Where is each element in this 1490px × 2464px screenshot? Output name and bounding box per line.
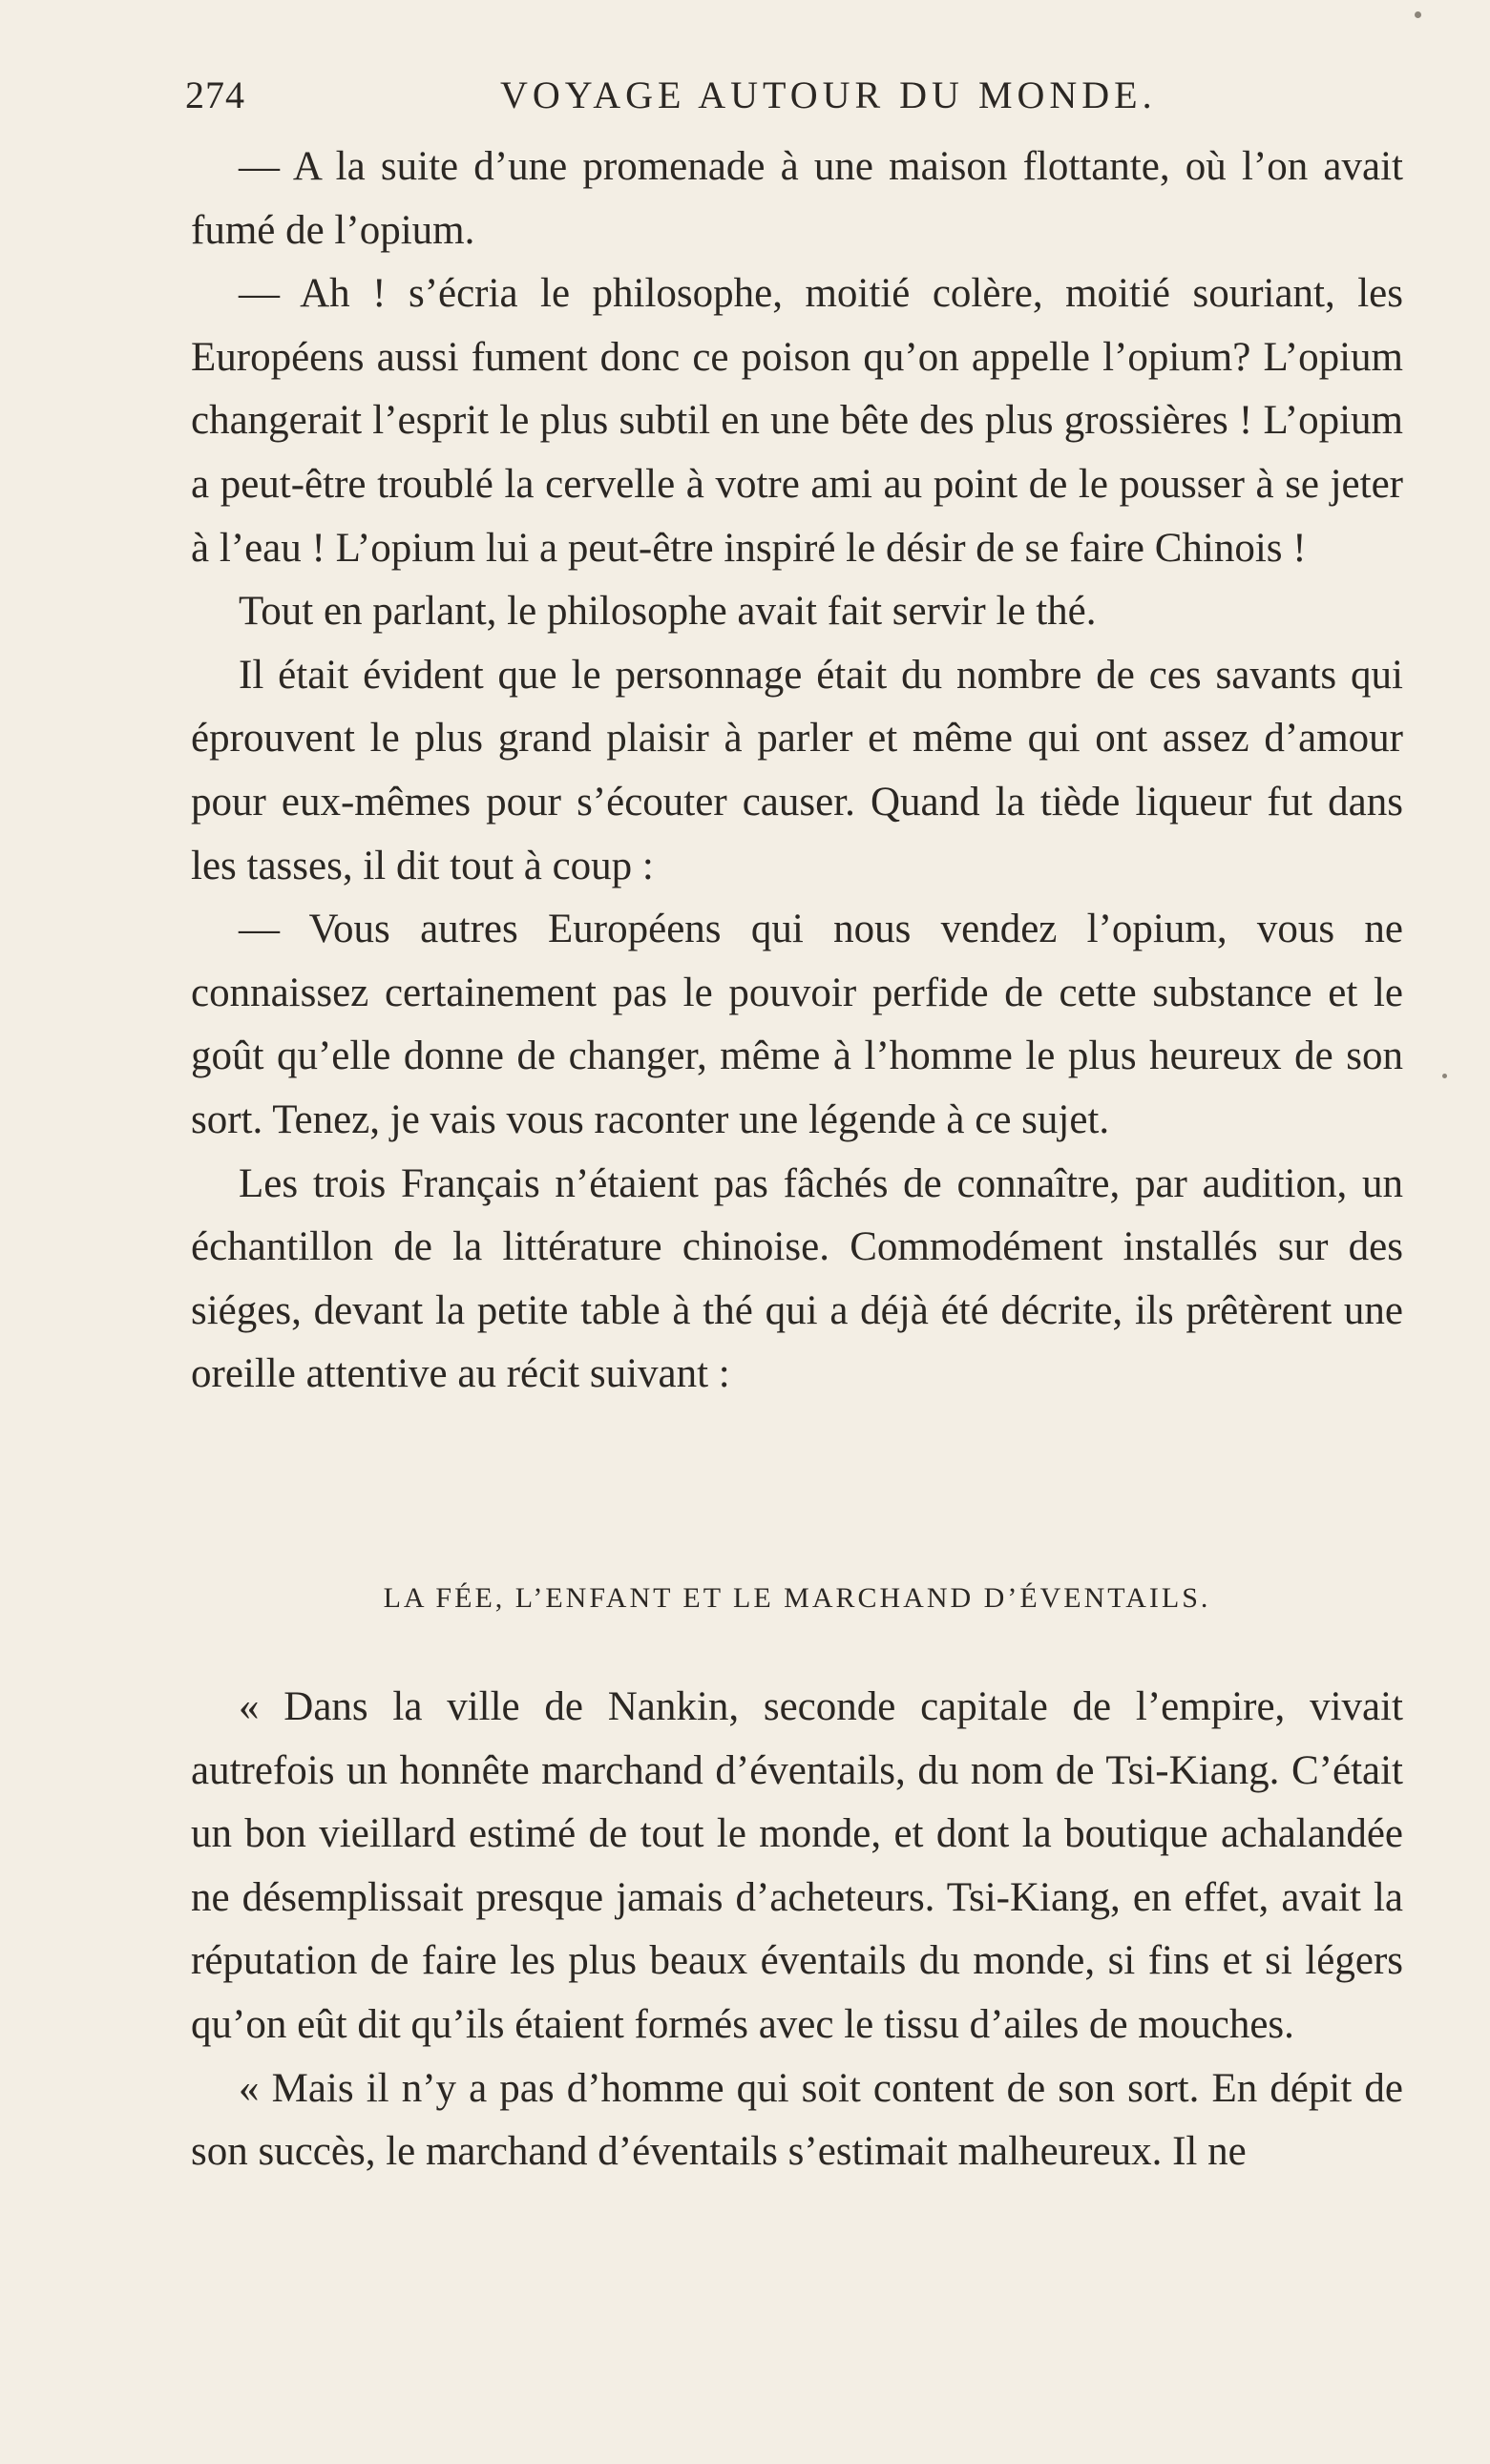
- paragraph: « Mais il n’y a pas d’homme qui soit content de son sort. En dépit de son succès, le marchand d’éventails s’estimait malheureux. Il ne: [191, 2065, 1403, 2175]
- paragraph: « Dans la ville de Nankin, seconde capitale de l’empire, vivait autrefois un honnête marchand d’éventails, du nom de Tsi-Kiang. C’était un bon vieillard estimé de tout le monde, et dont la boutique achalandée ne désemplissait presque jamais d’acheteurs. Tsi-Kiang, en effet, avait la réputation de faire les plus beaux éventails du monde, si fins et si légers qu’on eût dit qu’ils étaient formés avec le tissu d’ailes de mouches.: [191, 1684, 1403, 2047]
- body-text-bottom: [191, 1676, 1403, 2184]
- body-text-top: [191, 136, 1403, 1407]
- paragraph: Les trois Français n’étaient pas fâchés de connaître, par audition, un échantillon de la littérature chinoise. Commodément installés sur des siéges, devant la petite table à thé qui a déjà été décrite, ils prêtèrent une oreille attentive au récit suivant :: [191, 1160, 1403, 1397]
- running-title: VOYAGE AUTOUR DU MONDE.: [500, 73, 1157, 116]
- paragraph: Il était évident que le personnage était du nombre de ces savants qui éprouvent le plus grand plaisir à parler et même qui ont assez d’amour pour eux-mêmes pour s’écouter causer. Quand la tiède liqueur fut dans les tasses, il dit tout à coup :: [191, 652, 1403, 888]
- section-heading: LA FÉE, L’ENFANT ET LE MARCHAND D’ÉVENTAILS.: [383, 1582, 1211, 1614]
- paragraph: — A la suite d’une promenade à une maison flottante, où l’on avait fumé de l’opium.: [191, 144, 1403, 253]
- paragraph: — Vous autres Européens qui nous vendez l’opium, vous ne connaissez certainement pas le pouvoir perfide de cette substance et le goût qu’elle donne de changer, même à l’homme le plus heureux de son sort. Tenez, je vais vous raconter une légende à ce sujet.: [191, 907, 1403, 1142]
- paragraph: — Ah ! s’écria le philosophe, moitié colère, moitié souriant, les Européens aussi fument donc ce poison qu’on appelle l’opium? L’opium changerait l’esprit le plus subtil en une bête des plus grossières ! L’opium a peut-être troublé la cervelle à votre ami au point de le pousser à se jeter à l’eau ! L’opium lui a peut-être inspiré le désir de se faire Chinois !: [191, 271, 1403, 571]
- paragraph: Tout en parlant, le philosophe avait fait servir le thé.: [239, 589, 1097, 635]
- page-header: [185, 73, 1407, 126]
- margin-speck: [1442, 1074, 1447, 1078]
- page-number: 274: [185, 73, 245, 116]
- margin-speck: [1415, 11, 1421, 18]
